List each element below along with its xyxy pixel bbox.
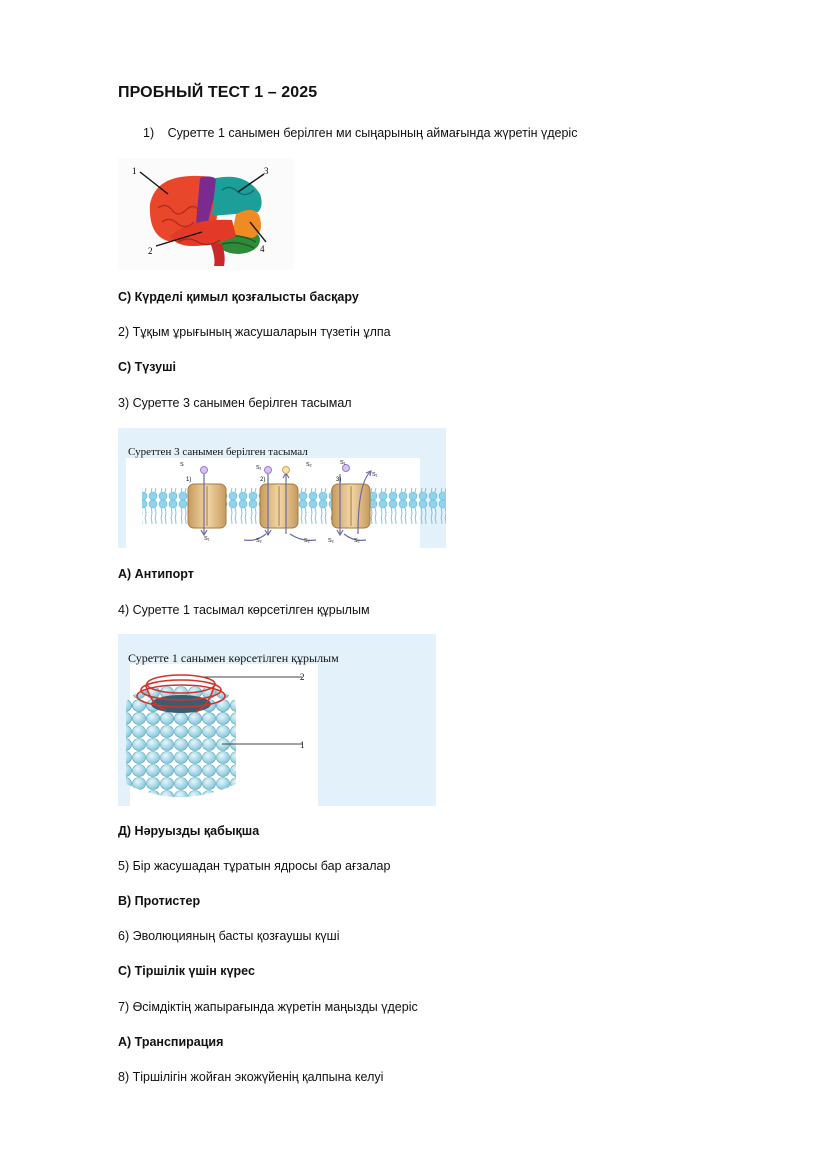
s-label: S₂ bbox=[306, 462, 312, 468]
question-8: 8) Тіршілігін жойған экожүйенің қалпына келуі bbox=[118, 1070, 384, 1084]
capsid-label-2: 2 bbox=[300, 672, 305, 682]
answer-7: А) Транспирация bbox=[118, 1035, 224, 1049]
question-2: 2) Тұқым ұрығының жасушаларын түзетін ұлпа bbox=[118, 325, 391, 339]
membrane-label-2: 2) bbox=[260, 477, 266, 483]
answer-6: С) Тіршілік үшін күрес bbox=[118, 964, 255, 978]
answer-5: В) Протистер bbox=[118, 894, 201, 908]
s-label: S₁ bbox=[340, 460, 346, 466]
page-title: ПРОБНЫЙ ТЕСТ 1 – 2025 bbox=[118, 84, 318, 101]
question-text: Суретте 1 санымен берілген ми сыңарының аймағында жүретін үдеріс bbox=[167, 126, 578, 140]
brain-label-1: 1 bbox=[132, 166, 137, 176]
brain-label-3: 3 bbox=[264, 166, 269, 176]
s-label: S₂ bbox=[328, 538, 334, 544]
s-label: S₁ bbox=[372, 472, 378, 478]
s-label: S₂ bbox=[354, 538, 360, 544]
question-1 bbox=[118, 126, 577, 140]
s-label: S bbox=[180, 462, 184, 468]
question-4: 4) Суретте 1 тасымал көрсетілген құрылым bbox=[118, 603, 370, 617]
capsid-figure bbox=[118, 634, 436, 806]
answer-4: Д) Нәруызды қабықша bbox=[118, 824, 260, 838]
capsid-label-1: 1 bbox=[300, 740, 305, 750]
answer-1: С) Күрделі қимыл қозғалысты басқару bbox=[118, 290, 359, 304]
answer-3: А) Антипорт bbox=[118, 567, 194, 581]
question-7: 7) Өсімдіктің жапырағында жүретін маңызды үдеріс bbox=[118, 1000, 418, 1014]
membrane-transport-figure bbox=[118, 428, 446, 548]
question-number: 1) bbox=[143, 126, 155, 140]
membrane-label-3: 3) bbox=[336, 477, 342, 483]
brain-label-4: 4 bbox=[260, 244, 265, 254]
s-label: S₁ bbox=[204, 536, 210, 542]
question-6: 6) Эволюцияның басты қозғаушы күші bbox=[118, 929, 340, 943]
question-5: 5) Бір жасушадан тұратын ядросы бар ағзалар bbox=[118, 859, 391, 873]
answer-2: С) Түзуші bbox=[118, 360, 176, 374]
membrane-label-1: 1) bbox=[186, 477, 192, 483]
membrane-caption: Суреттен 3 санымен берілген тасымал bbox=[128, 446, 308, 458]
s-label: S₂ bbox=[304, 538, 310, 544]
brain-label-2: 2 bbox=[148, 246, 153, 256]
s-label: S₁ bbox=[256, 465, 262, 471]
question-3: 3) Суретте 3 санымен берілген тасымал bbox=[118, 396, 352, 410]
capsid-caption: Суретте 1 санымен көрсетілген құрылым bbox=[128, 651, 339, 665]
s-label: S₂ bbox=[256, 538, 262, 544]
brain-figure bbox=[118, 158, 294, 270]
